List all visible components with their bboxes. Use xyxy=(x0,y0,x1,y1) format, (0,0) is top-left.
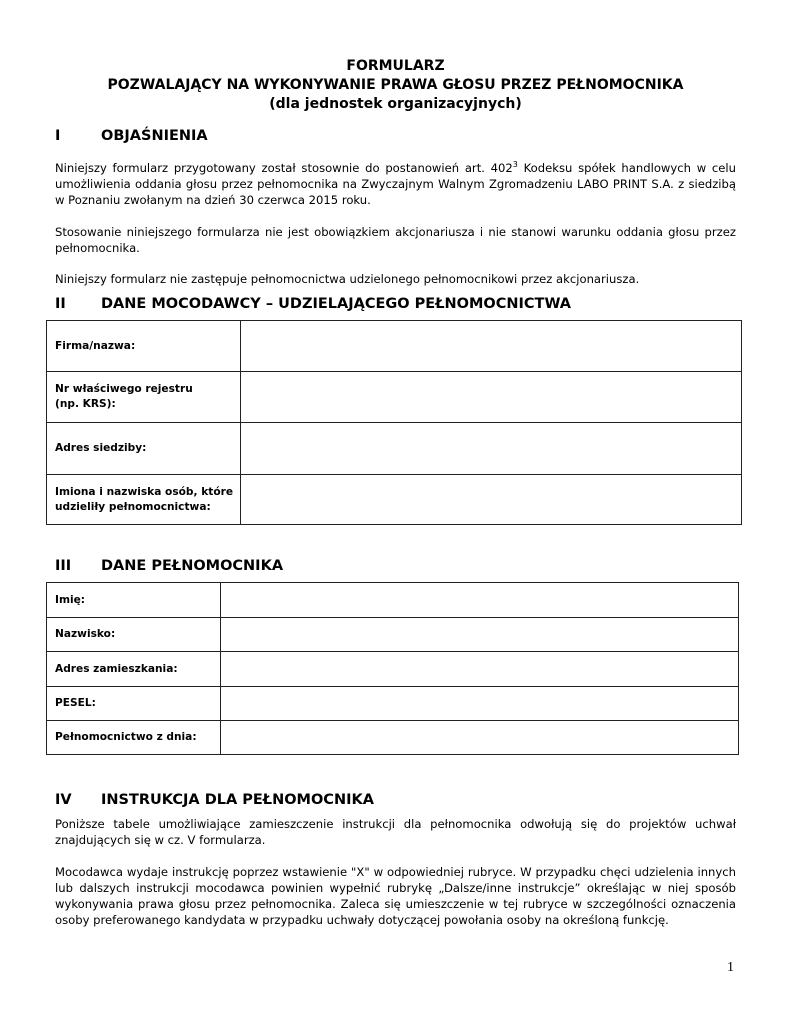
section-2-number: II xyxy=(55,296,66,312)
title-line-2: POZWALAJĄCY NA WYKONYWANIE PRAWA GŁOSU PRZEZ PEŁNOMOCNIKA xyxy=(107,77,684,93)
section-1-paragraph-1 xyxy=(55,160,736,208)
field-label: PESEL: xyxy=(47,687,221,721)
section-1-title: OBJAŚNIENIA xyxy=(101,128,208,144)
section-3-number: III xyxy=(55,558,72,574)
section-4-heading xyxy=(55,791,374,809)
grantors-label: Imiona i nazwiska osób, które udzieliły pełnomocnictwa: xyxy=(55,485,234,513)
table-row xyxy=(47,372,742,423)
section-1-heading xyxy=(55,127,208,145)
title-line-3: (dla jednostek organizacyjnych) xyxy=(269,96,522,112)
field-label: Nazwisko: xyxy=(47,618,221,652)
section-3-heading xyxy=(55,557,283,575)
paragraph-1-text-a: Niniejszy formularz przygotowany został stosownie do postanowień art. 402 xyxy=(55,161,513,175)
registry-number-field[interactable] xyxy=(241,372,742,423)
field-label: Adres zamieszkania: xyxy=(47,652,221,687)
title-line-1: FORMULARZ xyxy=(346,58,445,74)
last-name-field[interactable] xyxy=(221,618,739,652)
section-4-title: INSTRUKCJA DLA PEŁNOMOCNIKA xyxy=(101,792,374,808)
paragraph-1-superscript: 3 xyxy=(512,160,518,170)
table-row xyxy=(47,652,739,687)
field-label: Adres siedziby: xyxy=(47,423,241,475)
proxy-data-table xyxy=(46,582,739,755)
table-row xyxy=(47,583,739,618)
field-label xyxy=(47,372,241,423)
field-label: Imię: xyxy=(47,583,221,618)
field-label xyxy=(47,475,241,525)
table-row xyxy=(47,321,742,372)
mandator-data-table xyxy=(46,320,742,525)
section-3-title: DANE PEŁNOMOCNIKA xyxy=(101,558,284,574)
form-title xyxy=(0,57,791,114)
section-4-paragraph-1: Poniższe tabele umożliwiające zamieszczenie instrukcji dla pełnomocnika odwołują się do projektów uchwał znajdujących się w cz. V formularza. xyxy=(55,817,736,847)
home-address-field[interactable] xyxy=(221,652,739,687)
section-2-title: DANE MOCODAWCY – UDZIELAJĄCEGO PEŁNOMOCNICTWA xyxy=(101,296,572,312)
first-name-field[interactable] xyxy=(221,583,739,618)
section-4-number: IV xyxy=(55,792,72,808)
company-name-field[interactable] xyxy=(241,321,742,372)
section-4-paragraph-2: Mocodawca wydaje instrukcję poprzez wstawienie "X" w odpowiedniej rubryce. W przypadku chęci udzielenia innych lub dalszych instrukcji mocodawca powinien wypełnić rubrykę „Dalsze/inne instrukcje” określając w niej sposób wykonywania prawa głosu przez pełnomocnika. Zaleca się umieszczenie w tej rubryce w szczególności oznaczenia osoby preferowanego kandydata w przypadku uchwały dotyczącej powołania osoby na określoną funkcję. xyxy=(55,865,736,927)
pesel-field[interactable] xyxy=(221,687,739,721)
registry-label: Nr właściwego rejestru (np. KRS): xyxy=(55,383,193,410)
page-number: 1 xyxy=(727,960,734,975)
table-row xyxy=(47,423,742,475)
paragraph-1-text-b: Kodeksu spółek handlowych w celu umożliwienia oddania głosu przez pełnomocnika na Zwyczajnym Walnym Zgromadzeniu LABO PRINT S.A. z siedzibą w Poznaniu zwołanym na dzień 30 czerwca 2015 roku. xyxy=(55,161,736,207)
field-label: Firma/nazwa: xyxy=(47,321,241,372)
registered-address-field[interactable] xyxy=(241,423,742,475)
grantors-names-field[interactable] xyxy=(241,475,742,525)
section-1-number: I xyxy=(55,128,61,144)
field-label: Pełnomocnictwo z dnia: xyxy=(47,721,221,755)
table-row xyxy=(47,721,739,755)
section-1-paragraph-3: Niniejszy formularz nie zastępuje pełnomocnictwa udzielonego pełnomocnikowi przez akcjonariusza. xyxy=(55,272,640,286)
table-row xyxy=(47,687,739,721)
table-row xyxy=(47,618,739,652)
table-row xyxy=(47,475,742,525)
section-2-heading xyxy=(55,295,571,313)
proxy-date-field[interactable] xyxy=(221,721,739,755)
section-1-paragraph-2: Stosowanie niniejszego formularza nie jest obowiązkiem akcjonariusza i nie stanowi warunku oddania głosu przez pełnomocnika. xyxy=(55,225,736,255)
